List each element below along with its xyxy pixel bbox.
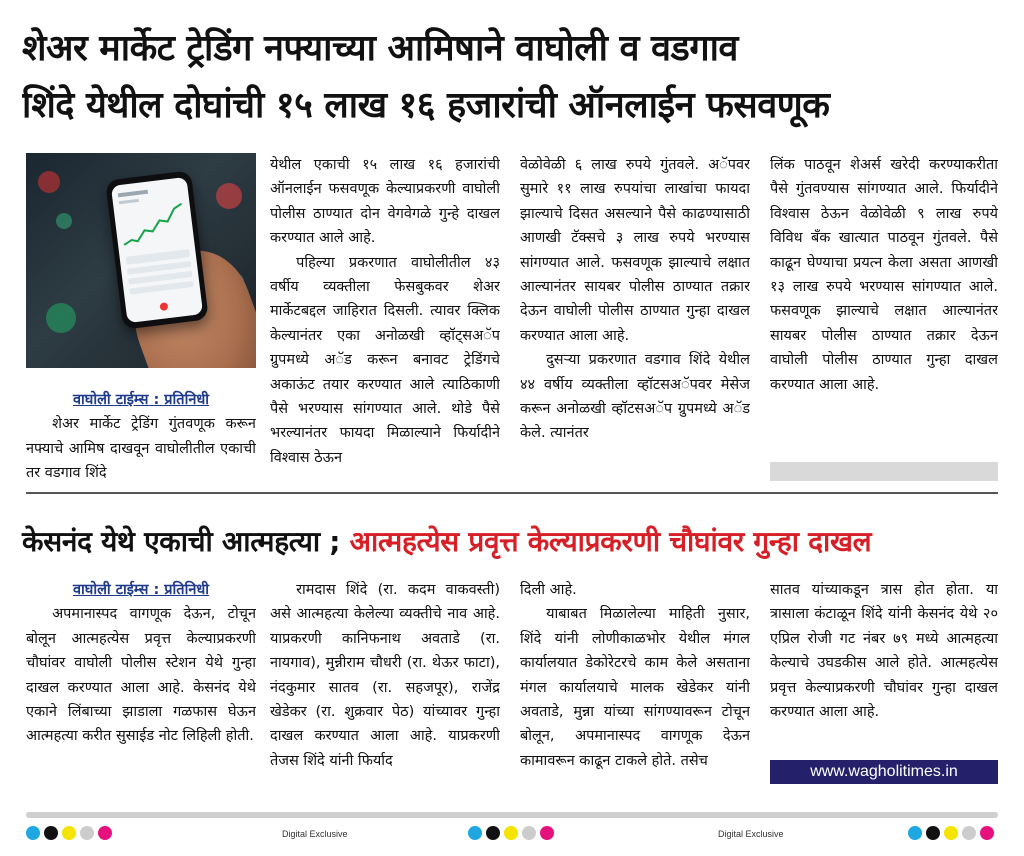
story2-column-4 bbox=[770, 578, 998, 756]
yellow-dot-icon bbox=[62, 826, 76, 840]
yellow-dot-icon bbox=[944, 826, 958, 840]
cyan-dot-icon bbox=[908, 826, 922, 840]
cyan-dot-icon bbox=[26, 826, 40, 840]
black-dot-icon bbox=[926, 826, 940, 840]
story2-column-2 bbox=[270, 578, 500, 808]
story1-col4-paragraph-1: लिंक पाठवून शेअर्स खरेदी करण्याकरीता पैसे गुंतवण्यास सांगण्यात आले. फिर्यादीने विश्वास ठेऊन वेळोवेळी ९ लाख रुपये विविध बँक खात्यात पाठवून गुंतवले. पैसे काढून घेण्याचा प्रयत्न केला असता आणखी १३ लाख रुपये भरण्यास सांगण्यात आले. फसवणूक झाल्याचे लक्षात आल्यानंतर सायबर पोलीस ठाण्यात तक्रार देऊन वाघोली पोलीस ठाण्यात गुन्हा दाखल करण्यात आला आहे. bbox=[770, 157, 998, 393]
footer-label-right: Digital Exclusive bbox=[718, 829, 784, 839]
story2-col4-paragraph-1: सातव यांच्याकडून त्रास होत होता. या त्रासाला कंटाळून शिंदे यांनी केसनंद येथे २० एप्रिल रोजी गट नंबर ७९ मध्ये आत्महत्या केल्याचे उघडकीस आले होते. आत्महत्येस प्रवृत्त केल्याप्रकरणी चौघांवर गुन्हा दाखल करण्यात आला आहे. bbox=[770, 582, 998, 721]
story2-byline: वाघोली टाईम्स : प्रतिनिधी bbox=[72, 582, 210, 598]
story1-headline bbox=[22, 20, 1002, 134]
story1-col2-paragraph-2: पहिल्या प्रकरणात वाघोलीतील ४३ वर्षीय व्यक्तीला फेसबुकवर शेअर मार्केटबद्दल जाहिरात दिसली. त्यावर क्लिक केल्यानंतर एका अनोळखी व्हॉट्सअॅप ग्रुपमध्ये अॅड करून बनावट ट्रेडिंगचे अकाऊंट तयार करण्यात आले त्याठिकाणी पैसे भरण्यास सांगण्यात आले. थोडे पैसे भरल्यानंतर फायदा मिळाल्याने फिर्यादीने विश्वास ठेऊन bbox=[270, 254, 500, 466]
story2-headline bbox=[22, 522, 1002, 560]
magenta-dot-icon bbox=[540, 826, 554, 840]
story2-col1-paragraph-1: अपमानास्पद वागणूक देऊन, टोचून बोलून आत्महत्येस प्रवृत्त केल्याप्रकरणी चौघांवर वाघोली पोलीस स्टेशन येथे गुन्हा दाखल करण्यात आला आहे. केसनंद येथे एकाने लिंबाच्या झाडाला गळफास घेऊन आत्महत्या करीत सुसाईड नोट लिहिली होती. bbox=[26, 606, 256, 745]
story2-col2-paragraph-1: रामदास शिंदे (रा. कदम वाकवस्ती) असे आत्महत्या केलेल्या व्यक्तीचे नाव आहे. याप्रकरणी कानिफनाथ अवताडे (रा. नायगाव), मुन्नीराम चौधरी (रा. थेऊर फाटा), नंदकुमार सातव (रा. सहजपूर), राजेंद्र खेडेकर (रा. शुक्रवार पेठ) यांच्यावर गुन्हा दाखल करण्यात आला आहे. याप्रकरणी तेजस शिंदे यांनी फिर्याद bbox=[270, 582, 500, 769]
black-dot-icon bbox=[486, 826, 500, 840]
story1-byline: वाघोली टाईम्स : प्रतिनिधी bbox=[72, 392, 210, 408]
column-end-bar bbox=[770, 462, 998, 481]
story1-headline-line2: शिंदे येथील दोघांची १५ लाख १६ हजारांची ऑनलाईन फसवणूक bbox=[22, 85, 830, 126]
story2-column-3 bbox=[520, 578, 750, 808]
registration-marks-right bbox=[908, 826, 994, 840]
story1-column-1 bbox=[26, 388, 256, 488]
story1-column-3 bbox=[520, 153, 750, 488]
story2-headline-red: आत्महत्येस प्रवृत्त केल्याप्रकरणी चौघांवर गुन्हा दाखल bbox=[349, 525, 872, 558]
story-divider bbox=[26, 492, 998, 494]
story1-col3-paragraph-2: दुसऱ्या प्रकरणात वडगाव शिंदे येथील ४४ वर्षीय व्यक्तीला व्हॉटसअॅपवर मेसेज करून अनोळखी व्हॉटसअॅप ग्रुपमध्ये अॅड केले. त्यानंतर bbox=[520, 352, 750, 442]
story2-headline-black: केसनंद येथे एकाची आत्महत्या ; bbox=[22, 525, 341, 558]
footer-rule bbox=[26, 812, 998, 818]
footer-label-left: Digital Exclusive bbox=[282, 829, 348, 839]
registration-marks-left bbox=[26, 826, 112, 840]
black-dot-icon bbox=[44, 826, 58, 840]
story1-col2-paragraph-1: येथील एकाची १५ लाख १६ हजारांची ऑनलाईन फसवणूक केल्याप्रकरणी वाघोली पोलीस ठाण्यात दोन वेगवेगळे गुन्हे दाखल करण्यात आले आहे. bbox=[270, 157, 500, 247]
story2-col3-paragraph-2: याबाबत मिळालेल्या माहिती नुसार, शिंदे यांनी लोणीकाळभोर येथील मंगल कार्यालयात डेकोरेटरचे काम केले असताना मंगल कार्यालयाचे मालक खेडेकर यांनी अवताडे, मुन्ना यांच्या सांगण्यावरून टोचून बोलून, अपमानास्पद वागणूक देऊन कामावरून काढून टाकले होते. तसेच bbox=[520, 606, 750, 769]
story1-intro: शेअर मार्केट ट्रेडिंग गुंतवणूक करून नफ्याचे आमिष दाखवून वाघोलीतील एकाची तर वडगाव शिंदे bbox=[26, 416, 256, 482]
registration-marks-center bbox=[468, 826, 554, 840]
grey-dot-icon bbox=[522, 826, 536, 840]
story2-col3-paragraph-1: दिली आहे. bbox=[520, 582, 577, 598]
story1-column-4 bbox=[770, 153, 998, 458]
story1-column-2 bbox=[270, 153, 500, 488]
yellow-dot-icon bbox=[504, 826, 518, 840]
story1-headline-line1: शेअर मार्केट ट्रेडिंग नफ्याच्या आमिषाने वाघोली व वडगाव bbox=[22, 28, 738, 69]
cyan-dot-icon bbox=[468, 826, 482, 840]
grey-dot-icon bbox=[80, 826, 94, 840]
story1-col3-paragraph-1: वेळोवेळी ६ लाख रुपये गुंतवले. अॅपवर सुमारे ११ लाख रुपयांचा लाखांचा फायदा झाल्याचे दिसत असल्याने पैसे काढण्यासाठी आणखी टॅक्सचे ३ लाख रुपये भरण्यास सांगण्यात आले. फसवणूक झाल्याचे लक्षात आल्यानंतर सायबर पोलीस ठाण्यात तक्रार देऊन वाघोली पोलीस ठाण्यात गुन्हा दाखल करण्यात आला आहे. bbox=[520, 157, 750, 344]
website-link[interactable]: www.wagholitimes.in bbox=[770, 760, 998, 784]
stock-trading-phone-photo bbox=[26, 153, 256, 368]
story2-column-1 bbox=[26, 578, 256, 808]
magenta-dot-icon bbox=[980, 826, 994, 840]
grey-dot-icon bbox=[962, 826, 976, 840]
smartphone-icon bbox=[105, 170, 209, 329]
magenta-dot-icon bbox=[98, 826, 112, 840]
